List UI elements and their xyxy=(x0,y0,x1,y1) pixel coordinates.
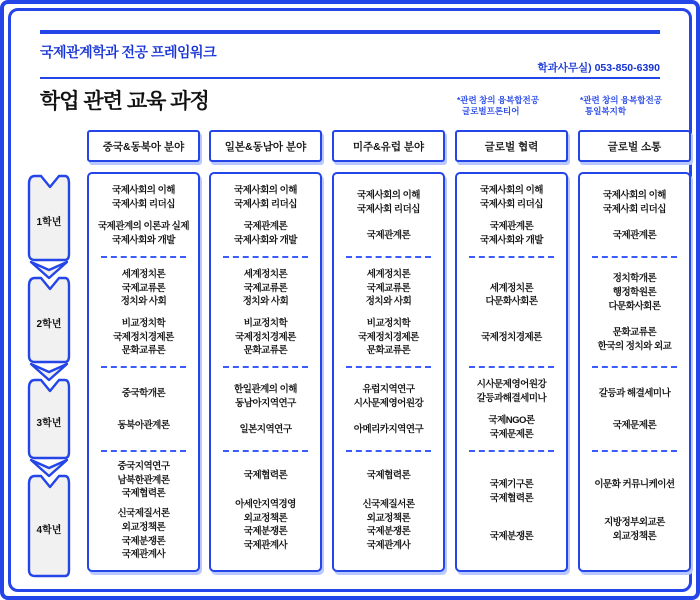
year-band-1 xyxy=(334,174,443,258)
course: 국제관계사 xyxy=(243,540,288,552)
course: 국제정치경제론 xyxy=(481,331,542,343)
course-group xyxy=(215,184,316,212)
course: 지방정부외교론 xyxy=(604,517,665,529)
course: 국제사회의 이해 xyxy=(112,185,175,197)
course: 문화교류론 xyxy=(243,345,288,357)
course: 비교정치학 xyxy=(121,317,166,329)
course-group xyxy=(584,387,685,401)
course: 국제관계론 xyxy=(612,230,657,242)
course: 국제분쟁론 xyxy=(121,535,166,547)
down-arrow-icon xyxy=(31,262,67,278)
header-divider-thick xyxy=(40,30,660,34)
course-group xyxy=(93,268,194,309)
annotation-line2: 글로벌프론티어 xyxy=(462,106,520,117)
course: 세계정치론 xyxy=(489,282,534,294)
course: 다문화사회론 xyxy=(485,296,538,308)
course: 국제사회 리더십 xyxy=(603,203,666,215)
course: 국제사회의 이해 xyxy=(603,189,666,201)
course: 국제사회와 개발 xyxy=(480,234,543,246)
year-band-3 xyxy=(334,368,443,452)
year-band-4 xyxy=(580,452,689,570)
year-band-4 xyxy=(457,452,566,570)
course-box xyxy=(87,172,200,572)
course-group xyxy=(338,189,439,217)
year-rail xyxy=(27,174,73,578)
course: 문화교류론 xyxy=(612,327,657,339)
course: 국제협력론 xyxy=(489,493,534,504)
year-band-1 xyxy=(580,174,689,258)
annotation-global-cooperation xyxy=(457,95,539,118)
course: 세계정치론 xyxy=(243,268,288,280)
course-group xyxy=(461,530,562,544)
course: 유럽지역연구 xyxy=(362,383,415,395)
course-group xyxy=(338,268,439,309)
course: 중국학개론 xyxy=(121,388,166,400)
year-band-1 xyxy=(211,174,320,258)
course: 국제NGO론 xyxy=(488,415,535,427)
course: 국제정치경제론 xyxy=(235,331,296,343)
course-group xyxy=(93,184,194,212)
course-group xyxy=(584,326,685,354)
column-header: 일본&동남아 분야 xyxy=(209,130,322,162)
course: 갈등과 해결세미나 xyxy=(598,388,671,400)
course-group xyxy=(461,478,562,506)
course: 정치와 사회 xyxy=(120,296,167,308)
course-group xyxy=(461,331,562,345)
course-box xyxy=(209,172,322,572)
course: 국제관계의 이론과 실제 xyxy=(97,221,190,233)
course-group xyxy=(215,268,316,309)
course: 국제정치경제론 xyxy=(358,331,419,343)
course-group xyxy=(93,317,194,358)
course: 국제협력론 xyxy=(243,470,288,482)
year-band-3 xyxy=(457,368,566,452)
course: 외교정책론 xyxy=(612,531,657,542)
course: 국제협력론 xyxy=(121,488,166,500)
year-band-2 xyxy=(457,258,566,368)
course-group xyxy=(93,460,194,501)
course: 국제정치경제론 xyxy=(113,331,174,343)
course-group xyxy=(93,387,194,401)
header-divider-thin xyxy=(40,77,660,79)
course-box xyxy=(455,172,568,572)
course-group xyxy=(584,419,685,433)
course: 외교정책론 xyxy=(243,512,288,524)
course: 국제교류론 xyxy=(121,282,166,294)
course-group xyxy=(215,423,316,437)
course-group xyxy=(215,469,316,483)
course: 국제사회와 개발 xyxy=(112,234,175,246)
course-group xyxy=(584,516,685,544)
course-group xyxy=(338,469,439,483)
course: 일본지역연구 xyxy=(239,424,292,436)
course-group xyxy=(461,378,562,406)
course: 정치학개론 xyxy=(612,273,657,285)
down-arrow-icon xyxy=(31,364,67,380)
course: 시사문제영어원강 xyxy=(353,397,424,409)
year-band-2 xyxy=(334,258,443,368)
course: 동남아지역연구 xyxy=(235,397,296,409)
year-band-1 xyxy=(89,174,198,258)
course-group xyxy=(584,229,685,243)
course: 국제기구론 xyxy=(489,479,534,491)
course: 외교정책론 xyxy=(366,512,411,524)
course: 국제관계사 xyxy=(366,540,411,552)
course: 시사문제영어원강 xyxy=(476,379,547,391)
column-header: 미주&유럽 분야 xyxy=(332,130,445,162)
course: 비교정치학 xyxy=(366,317,411,329)
course: 신국제질서론 xyxy=(362,498,415,510)
course: 국제분쟁론 xyxy=(243,526,288,538)
course: 이문화 커뮤니케이션 xyxy=(594,479,675,491)
annotation-line1: *관련 창의 융복합전공 xyxy=(580,95,662,105)
course-box xyxy=(578,172,691,572)
course-group xyxy=(338,229,439,243)
course: 국제분쟁론 xyxy=(489,531,534,542)
course-group xyxy=(461,220,562,248)
course: 국제문제론 xyxy=(612,419,657,431)
course: 국제사회의 이해 xyxy=(357,189,420,201)
year-label: 1학년 xyxy=(36,217,62,228)
course: 국제사회 리더십 xyxy=(112,199,175,211)
course: 국제교류론 xyxy=(243,282,288,294)
course: 국제협력론 xyxy=(366,470,411,482)
course-group xyxy=(584,272,685,313)
year-band-2 xyxy=(211,258,320,368)
course-group xyxy=(338,423,439,437)
course-group xyxy=(338,383,439,411)
course-group xyxy=(93,419,194,433)
column-header: 중국&동북아 분야 xyxy=(87,130,200,162)
year-band-4 xyxy=(211,452,320,570)
course: 한일관계의 이해 xyxy=(234,383,297,395)
course-group xyxy=(215,498,316,553)
course-group xyxy=(338,498,439,553)
course: 문화교류론 xyxy=(366,345,411,357)
year-band-4 xyxy=(334,452,443,570)
course: 국제사회 리더십 xyxy=(480,199,543,211)
course: 국제관계론 xyxy=(243,221,288,233)
annotation-line2: 통일복지학 xyxy=(585,106,627,117)
course-group xyxy=(93,507,194,562)
page-title: 국제관계학과 전공 프레임워크 xyxy=(40,44,217,60)
year-band-3 xyxy=(580,368,689,452)
course: 신국제질서론 xyxy=(117,508,170,520)
course: 외교정책론 xyxy=(121,521,166,533)
course-group xyxy=(584,478,685,492)
annotation-global-communication xyxy=(580,95,662,118)
course: 국제사회 리더십 xyxy=(357,203,420,215)
down-arrow-icon xyxy=(31,460,67,476)
annotation-line1: *관련 창의 융복합전공 xyxy=(457,95,539,105)
year-band-2 xyxy=(580,258,689,368)
course: 국제교류론 xyxy=(366,282,411,294)
course-group xyxy=(215,383,316,411)
course: 아메리카지역연구 xyxy=(353,424,424,436)
column-header: 글로벌 협력 xyxy=(455,130,568,162)
course: 국제관계론 xyxy=(489,221,534,233)
column-header: 글로벌 소통 xyxy=(578,130,691,162)
section-title: 학업 관련 교육 과정 xyxy=(40,90,209,113)
course: 국제관계론 xyxy=(366,230,411,242)
course-group xyxy=(584,189,685,217)
course: 정치와 사회 xyxy=(365,296,412,308)
course-group xyxy=(461,282,562,310)
course-group xyxy=(461,184,562,212)
course: 문화교류론 xyxy=(121,345,166,357)
course: 남북한관계론 xyxy=(117,474,170,486)
course: 국제사회의 이해 xyxy=(480,185,543,197)
course-group xyxy=(461,414,562,442)
course: 정치와 사회 xyxy=(242,296,289,308)
course: 국제관계사 xyxy=(121,549,166,561)
year-band-3 xyxy=(89,368,198,452)
course: 국제문제론 xyxy=(489,428,534,440)
course: 세계정치론 xyxy=(121,268,166,280)
year-label: 3학년 xyxy=(36,418,62,429)
course: 비교정치학 xyxy=(243,317,288,329)
year-band-1 xyxy=(457,174,566,258)
course: 국제사회의 이해 xyxy=(234,185,297,197)
course: 행정학원론 xyxy=(612,287,657,299)
year-band-2 xyxy=(89,258,198,368)
course: 국제사회와 개발 xyxy=(234,234,297,246)
course: 다문화사회론 xyxy=(608,300,661,312)
course: 아세안지역경영 xyxy=(235,498,296,510)
course-group xyxy=(215,220,316,248)
office-phone: 학과사무실) 053-850-6390 xyxy=(537,62,660,74)
course-group xyxy=(93,220,194,248)
course: 국제분쟁론 xyxy=(366,526,411,538)
year-label: 2학년 xyxy=(36,319,62,330)
course-group xyxy=(215,317,316,358)
year-label: 4학년 xyxy=(36,525,62,536)
year-band-4 xyxy=(89,452,198,570)
course-group xyxy=(338,317,439,358)
course: 한국의 정치와 외교 xyxy=(597,340,672,352)
course: 국제사회 리더십 xyxy=(234,199,297,211)
course: 동북아관계론 xyxy=(117,419,170,431)
course: 세계정치론 xyxy=(366,268,411,280)
year-band-3 xyxy=(211,368,320,452)
course: 중국지역연구 xyxy=(117,460,170,472)
course-box xyxy=(332,172,445,572)
course: 갈등과해결세미나 xyxy=(476,393,547,405)
